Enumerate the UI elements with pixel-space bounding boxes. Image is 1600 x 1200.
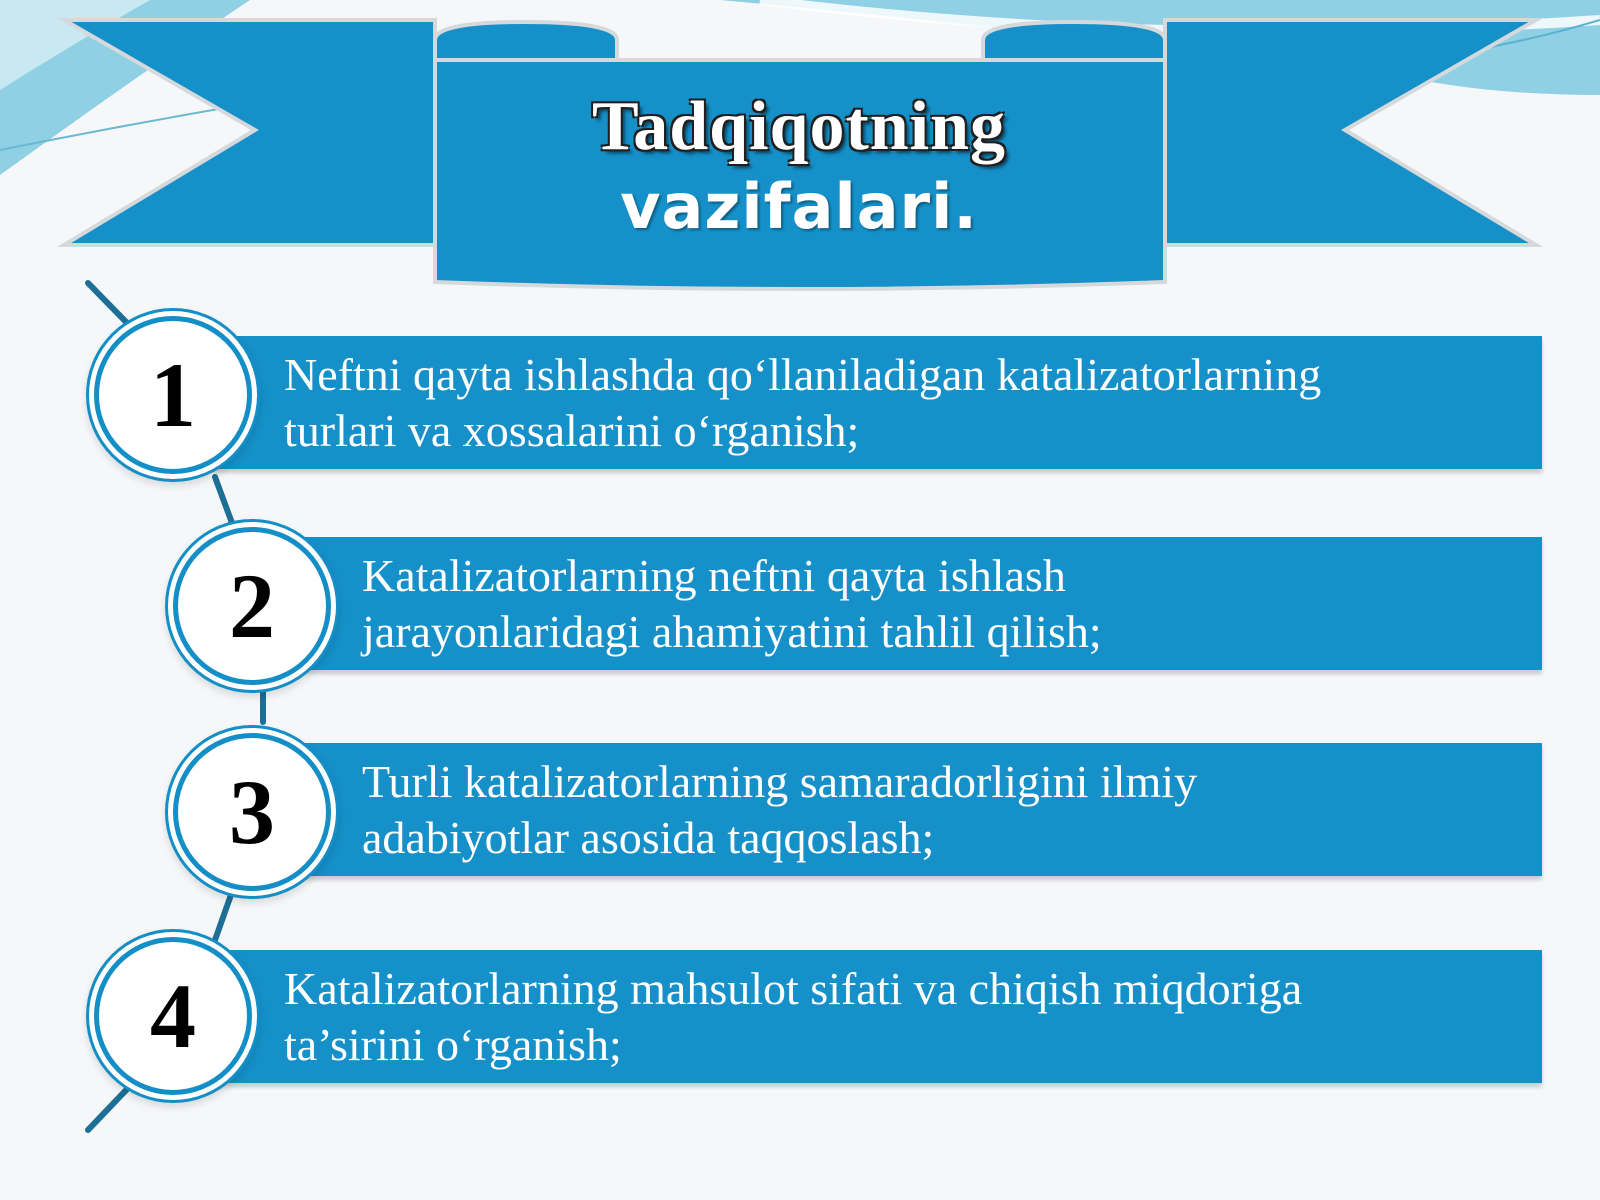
task-number-badge — [94, 316, 252, 474]
task-text-line: jarayonlaridagi ahamiyatini tahlil qilish; — [362, 605, 1102, 657]
task-text-line: ta’sirini o‘rganish; — [284, 1018, 622, 1070]
task-number: 1 — [150, 344, 196, 446]
task-text-line: Neftni qayta ishlashda qo‘llaniladigan katalizatorlarning — [284, 348, 1322, 400]
task-text-line: Katalizatorlarning neftni qayta ishlash — [362, 549, 1066, 601]
task-text — [284, 347, 1321, 459]
task-text — [284, 961, 1302, 1073]
task-text — [362, 754, 1197, 866]
task-number: 4 — [150, 965, 196, 1067]
task-number-badge — [94, 937, 252, 1095]
task-number: 2 — [229, 555, 275, 657]
title-line-1: Tadqiqotning — [591, 88, 1007, 165]
task-item-3 — [292, 743, 1542, 876]
title-line-2: vazifalari. — [620, 170, 978, 243]
task-text-line: turlari va xossalarini o‘rganish; — [284, 404, 860, 456]
task-number-badge — [173, 527, 331, 685]
task-item-2 — [292, 537, 1542, 670]
task-text — [362, 548, 1102, 660]
task-number-badge — [173, 733, 331, 891]
task-text-line: adabiyotlar asosida taqqoslash; — [362, 811, 935, 863]
task-number: 3 — [229, 761, 275, 863]
task-text-line: Turli katalizatorlarning samaradorligini ilmiy — [362, 755, 1198, 807]
task-item-1 — [214, 336, 1542, 469]
task-text-line: Katalizatorlarning mahsulot sifati va chiqish miqdoriga — [284, 962, 1303, 1014]
task-item-4 — [214, 950, 1542, 1083]
